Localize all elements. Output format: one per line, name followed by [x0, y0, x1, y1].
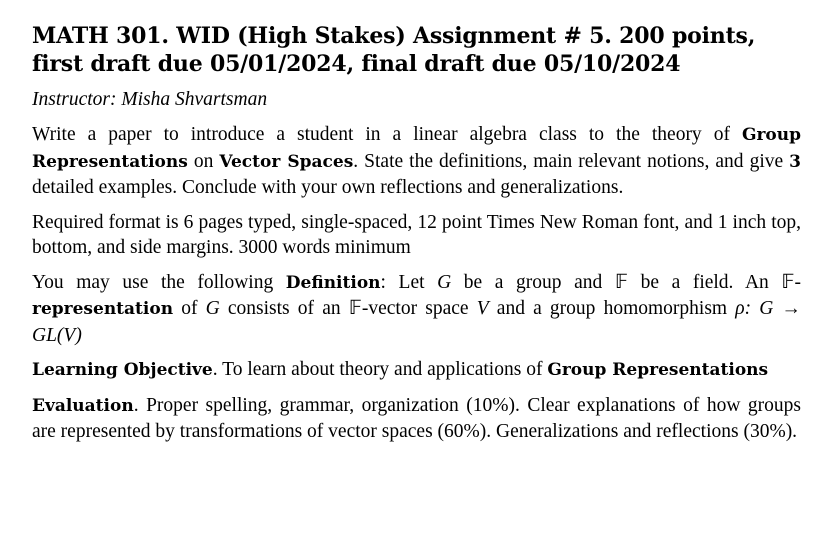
task-bold-example-count: 3	[789, 151, 801, 172]
task-text-2: on	[187, 150, 220, 172]
learning-objective-text: . To learn about theory and applications of	[212, 359, 548, 380]
evaluation-text: . Proper spelling, grammar, organization (10%). Clear explanations of how groups are represented by transformations of vector spaces (60%). Generalizations and reflections (30%).	[32, 394, 801, 442]
instructor-line: Instructor: Misha Shvartsman	[32, 89, 268, 110]
math-group-g: G	[437, 271, 452, 293]
learning-objective-label: Learning Objective	[32, 360, 213, 380]
math-homomorphism: ρ: G → GL(V)	[32, 298, 801, 346]
definition-text-2: : Let	[380, 271, 438, 293]
title-line-2: first draft due 05/01/2024, final draft due 05/10/2024	[32, 51, 681, 77]
evaluation-paragraph	[32, 393, 801, 445]
evaluation-label: Evaluation	[32, 395, 134, 416]
learning-objective-paragraph	[32, 357, 801, 384]
task-text-3: . State the definitions, main relevant notions, and give	[353, 150, 790, 172]
title-line-1: MATH 301. WID (High Stakes) Assignment # 5. 200 points,	[32, 23, 756, 49]
definition-text-3: be a group and	[451, 271, 615, 293]
definition-paragraph	[32, 270, 801, 349]
definition-text-4: be a field. An 𝔽-	[628, 271, 801, 293]
task-text-4: detailed examples. Conclude with your own reflections and generalizations.	[32, 177, 624, 198]
definition-bold-label: Definition	[285, 272, 381, 293]
format-paragraph: Required format is 6 pages typed, single-spaced, 12 point Times New Roman font, and 1 inch top, bottom, and side margins. 3000 words minimum	[32, 211, 801, 258]
task-paragraph	[32, 122, 801, 201]
math-field-f: 𝔽	[614, 271, 628, 293]
task-text-1: Write a paper to introduce a student in a linear algebra class to the theory of	[32, 124, 742, 145]
definition-text-1: You may use the following	[32, 271, 286, 293]
definition-bold-representation: representation	[32, 299, 174, 319]
task-bold-vector-spaces: Vector Spaces	[219, 151, 354, 172]
assignment-title	[32, 22, 801, 78]
math-space-v: V	[476, 298, 489, 319]
definition-text-7: and a group homomorphism	[488, 298, 736, 319]
definition-text-5: of	[173, 298, 206, 319]
task-bold-group-representations: Group Representations	[32, 125, 801, 172]
math-group-g-2: G	[205, 298, 220, 319]
learning-objective-bold-topic: Group Representations	[547, 360, 769, 380]
definition-text-6: consists of an 𝔽-vector space	[219, 298, 477, 319]
